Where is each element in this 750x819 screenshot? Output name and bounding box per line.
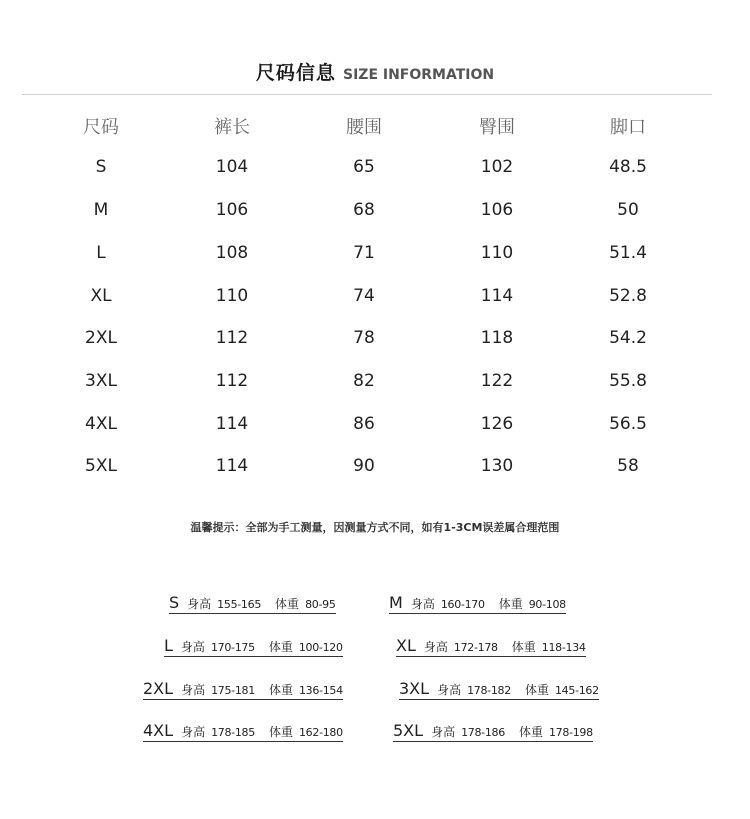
header-size: 尺码 xyxy=(83,117,119,138)
title-chinese: 尺码信息 xyxy=(255,62,336,84)
rec-weight-label: 体重 xyxy=(524,683,549,697)
cell-hem: 54.2 xyxy=(609,328,647,348)
recommendation-item xyxy=(164,636,343,657)
page-title xyxy=(0,58,750,85)
rec-weight-label: 体重 xyxy=(275,597,300,611)
rec-height: 175-181 xyxy=(211,684,255,697)
cell-hip: 102 xyxy=(480,157,514,177)
rec-size: S xyxy=(169,593,180,612)
cell-size: 5XL xyxy=(85,456,117,476)
rec-height: 178-186 xyxy=(461,726,505,739)
rec-weight: 90-108 xyxy=(528,598,566,611)
cell-waist: 82 xyxy=(353,371,375,391)
recommendation-item xyxy=(399,679,599,700)
rec-height-label: 身高 xyxy=(423,640,448,654)
cell-length: 112 xyxy=(215,328,249,348)
cell-waist: 65 xyxy=(353,157,375,177)
rec-weight-label: 体重 xyxy=(268,640,293,654)
cell-size: M xyxy=(93,200,109,220)
rec-height-label: 身高 xyxy=(437,683,462,697)
rec-height-label: 身高 xyxy=(431,725,456,739)
rec-weight: 100-120 xyxy=(298,641,343,654)
cell-size: L xyxy=(96,243,106,263)
cell-waist: 86 xyxy=(353,414,375,434)
rec-size: 2XL xyxy=(143,679,174,698)
rec-weight: 136-154 xyxy=(298,684,343,697)
cell-length: 110 xyxy=(215,286,249,306)
cell-hip: 126 xyxy=(480,414,514,434)
rec-size: L xyxy=(164,636,173,655)
recommendation-item xyxy=(389,593,566,614)
rec-height: 178-185 xyxy=(211,726,255,739)
cell-size: 4XL xyxy=(85,414,117,434)
rec-size: XL xyxy=(396,636,416,655)
cell-length: 112 xyxy=(215,371,249,391)
rec-weight-label: 体重 xyxy=(268,725,293,739)
cell-hem: 51.4 xyxy=(609,243,647,263)
cell-hem: 52.8 xyxy=(609,286,647,306)
rec-weight-label: 体重 xyxy=(518,725,543,739)
cell-waist: 74 xyxy=(353,286,375,306)
rec-height-label: 身高 xyxy=(180,640,205,654)
title-english: SIZE INFORMATION xyxy=(343,67,495,83)
header-waist: 腰围 xyxy=(346,117,382,138)
rec-height-label: 身高 xyxy=(181,725,206,739)
measurement-note: 温馨提示：全部为手工测量，因测量方式不同，如有1-3CM误差属合理范围 xyxy=(190,521,560,534)
cell-length: 114 xyxy=(215,456,249,476)
header-length: 裤长 xyxy=(214,117,250,138)
cell-hip: 106 xyxy=(480,200,514,220)
cell-hip: 122 xyxy=(480,371,514,391)
cell-length: 104 xyxy=(215,157,249,177)
cell-waist: 90 xyxy=(353,456,375,476)
recommendation-item xyxy=(393,721,593,742)
cell-hip: 130 xyxy=(480,456,514,476)
rec-height-label: 身高 xyxy=(181,683,206,697)
rec-size: 4XL xyxy=(143,721,174,740)
cell-waist: 71 xyxy=(353,243,375,263)
recommendation-item xyxy=(143,721,343,742)
recommendation-item xyxy=(143,679,343,700)
cell-size: 2XL xyxy=(85,328,117,348)
rec-weight-label: 体重 xyxy=(511,640,536,654)
cell-size: S xyxy=(95,157,107,177)
cell-hem: 56.5 xyxy=(609,414,647,434)
rec-height: 172-178 xyxy=(453,641,498,654)
rec-size: 5XL xyxy=(393,721,424,740)
cell-hem: 55.8 xyxy=(609,371,647,391)
rec-height: 170-175 xyxy=(210,641,255,654)
cell-hip: 114 xyxy=(480,286,514,306)
cell-length: 114 xyxy=(215,414,249,434)
cell-hem: 48.5 xyxy=(609,157,647,177)
rec-height-label: 身高 xyxy=(187,597,212,611)
divider xyxy=(22,94,712,95)
rec-weight: 145-162 xyxy=(554,684,599,697)
rec-weight: 80-95 xyxy=(305,598,336,611)
cell-length: 108 xyxy=(215,243,249,263)
cell-size: 3XL xyxy=(85,371,117,391)
header-hem: 脚口 xyxy=(610,117,646,138)
header-hip: 臀围 xyxy=(479,117,515,138)
cell-size: XL xyxy=(90,286,112,306)
rec-height: 178-182 xyxy=(467,684,511,697)
cell-hem: 50 xyxy=(617,200,639,220)
rec-weight: 118-134 xyxy=(541,641,586,654)
recommendation-item xyxy=(169,593,336,614)
rec-size: 3XL xyxy=(399,679,430,698)
rec-weight-label: 体重 xyxy=(268,683,293,697)
cell-hip: 118 xyxy=(480,328,514,348)
rec-height: 160-170 xyxy=(440,598,485,611)
recommendation-item xyxy=(396,636,586,657)
rec-height-label: 身高 xyxy=(410,597,435,611)
cell-hem: 58 xyxy=(617,456,639,476)
rec-weight-label: 体重 xyxy=(498,597,523,611)
rec-weight: 178-198 xyxy=(548,726,593,739)
cell-waist: 78 xyxy=(353,328,375,348)
cell-hip: 110 xyxy=(480,243,514,263)
rec-height: 155-165 xyxy=(217,598,262,611)
cell-waist: 68 xyxy=(353,200,375,220)
rec-weight: 162-180 xyxy=(298,726,343,739)
cell-length: 106 xyxy=(215,200,249,220)
rec-size: M xyxy=(389,593,403,612)
